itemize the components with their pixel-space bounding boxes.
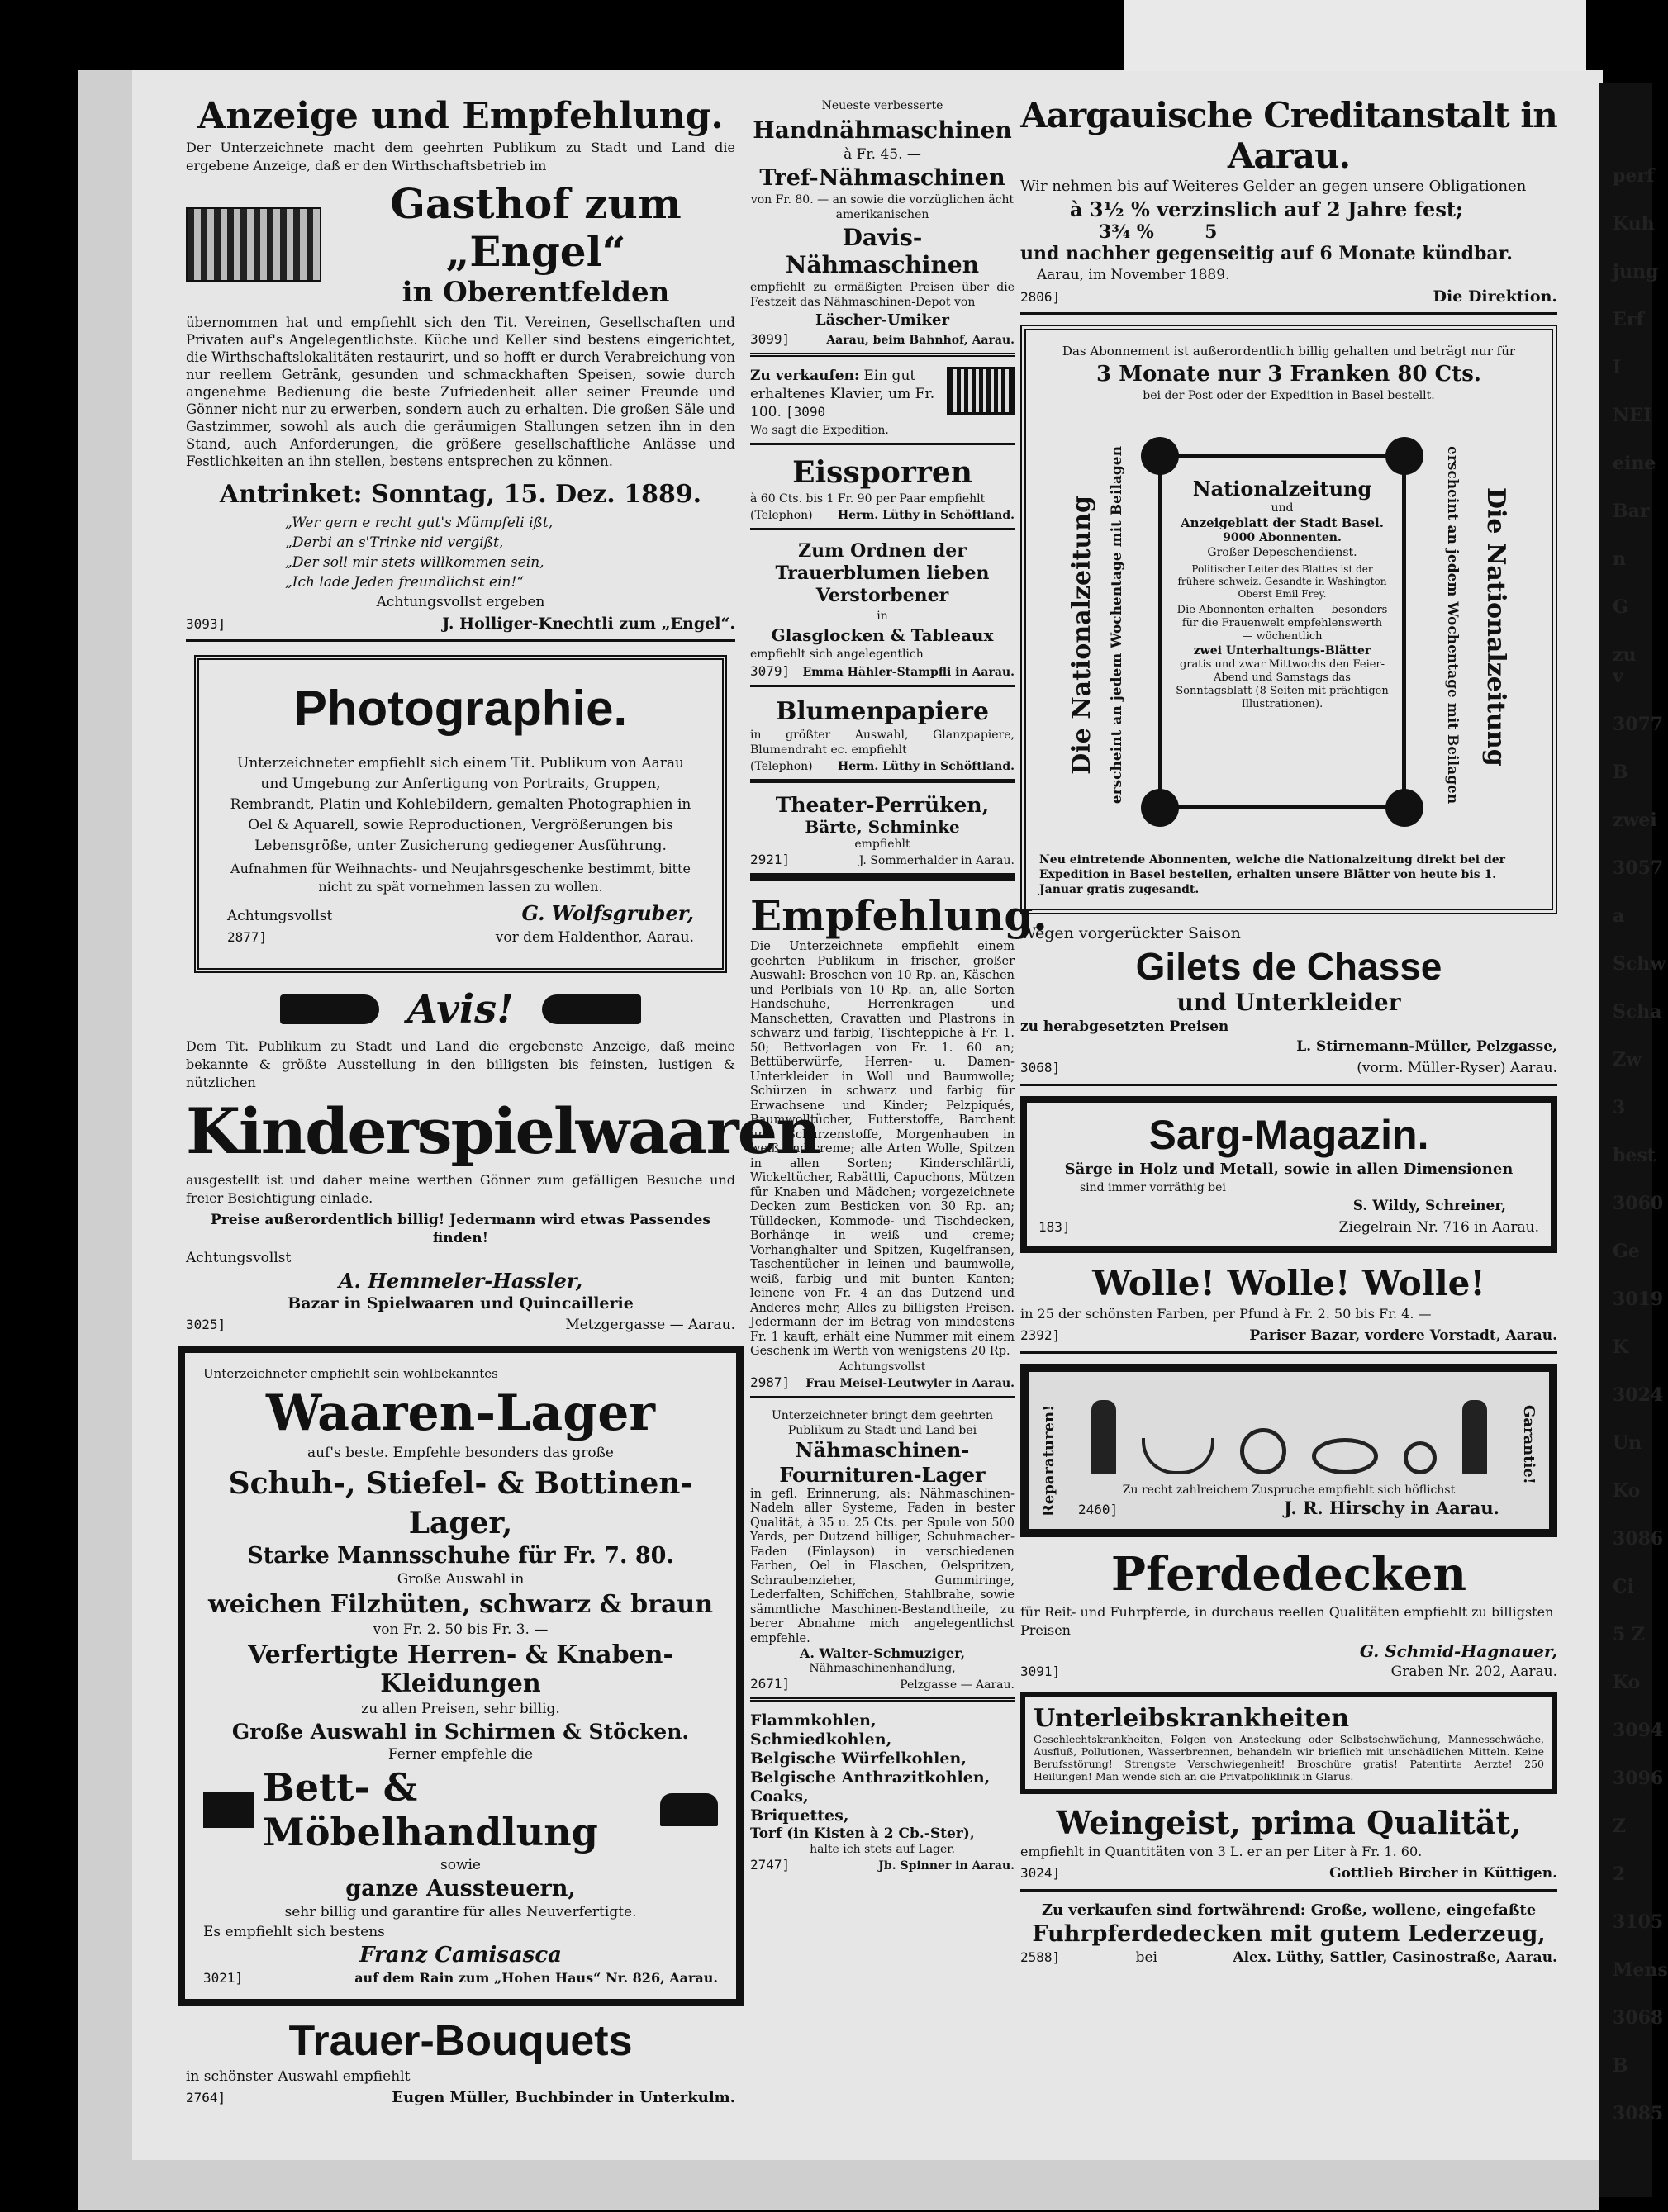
text-line: Großer Depeschendienst. (1207, 546, 1357, 559)
cropped-text: Mens (1613, 1959, 1668, 1981)
ad-body: Unterzeichneter empfiehlt sich einem Tit. Publikum von Aarau und Umgebung zur Anfertigung von Portraits, Gruppen, Rembrandt, Platin und Kohlebildern, gemalten Photographien in Oel & Aquarell, sowie Reproductionen, Vergrößerungen bis Lebensgröße, unter Zusicherung gediegener Ausführung. (230, 755, 691, 854)
coal-line: Belgische Würfelkohlen, (750, 1749, 967, 1768)
signature: Herm. Lüthy in Schöftland. (838, 509, 1015, 522)
cropped-text: B (1613, 2055, 1628, 2077)
cropped-text: 3068 (1613, 2007, 1664, 2029)
piano-illustration (947, 367, 1015, 415)
cropped-text: 3060 (1613, 1193, 1664, 1214)
side-label-left: Reparaturen! (1040, 1405, 1057, 1517)
text-line: sehr billig und garantire für alles Neuverfertigte. (284, 1904, 637, 1920)
text-line: Die Abonnenten erhalten — besonders für die Frauenwelt empfehlenswerth — wöchentlich (1176, 604, 1388, 643)
product-line: Glasglocken & Tableaux (771, 625, 994, 645)
signature: Emma Hähler-Stampfli in Aarau. (802, 666, 1015, 679)
necklace-icon (1142, 1438, 1214, 1474)
chair-illustration (203, 1792, 254, 1828)
text-line: empfiehlt (854, 838, 910, 851)
ad-number: 3091] (1020, 1664, 1061, 1679)
ad-number: 2877] (227, 929, 268, 945)
cropped-text: 3094 (1613, 1720, 1664, 1741)
ad-body: à 60 Cts. bis 1 Fr. 90 per Paar empfiehlt (750, 492, 986, 506)
ad-theater (750, 793, 1015, 881)
ad-title: Fuhrpferdedecken mit gutem Lederzeug, (1032, 1921, 1546, 1947)
davis-line: Davis-Nähmaschinen (785, 224, 980, 278)
ad-body-2: ausgestellt ist und daher meine werthen Gönner zum gefälligen Besuche und freier Besichtigung einlade. (186, 1172, 735, 1206)
ad-number: 3079] (750, 663, 791, 679)
ad-body: für Reit- und Fuhrpferde, in durchaus reellen Qualitäten empfiehlt zu billigsten Preisen (1020, 1604, 1554, 1638)
ad-fuhrpferdedecken (1020, 1901, 1557, 1968)
outfit-line: ganze Aussteuern, (345, 1876, 576, 1901)
hotel-place: in Oberentfelden (402, 276, 670, 309)
ad-body-2: empfiehlt zu ermäßigten Preisen über die Festzeit das Nähmaschinen-Depot von (750, 281, 1015, 309)
hats-price: von Fr. 2. 50 bis Fr. 3. — (373, 1621, 549, 1638)
ad-pferdedecken (1020, 1547, 1557, 1683)
ad-trauer-bouquets (186, 2016, 735, 2109)
side-banner-right: Die Nationalzeitung (1481, 487, 1510, 767)
ad-number: 2588] (1020, 1949, 1061, 1965)
cropped-text: 2 (1613, 1863, 1626, 1885)
ad-trauerblumen (750, 540, 1015, 687)
ad-avis (186, 986, 820, 1336)
ad-title: Zum Ordnen der Trauerblumen lieben Verstorbener (775, 540, 990, 606)
cropped-text: NEI (1613, 405, 1652, 426)
cropped-text: 3057 (1613, 857, 1664, 879)
ad-sub: auf's beste. Empfehle besonders das große (307, 1445, 614, 1461)
text-line: Ferner empfehle die (387, 1746, 534, 1763)
cropped-text: Z (1613, 1816, 1627, 1837)
ad-body: in größter Auswahl, Glanzpapiere, Blumendraht ec. empfiehlt (750, 729, 1015, 757)
ad-title: Sarg-Magazin. (1148, 1112, 1429, 1158)
price-offer: 3 Monate nur 3 Franken 80 Cts. (1096, 362, 1481, 387)
ad-number: 3099] (750, 331, 791, 347)
verse-line: „Derbi an s'Trinke nid vergißt, (285, 534, 504, 551)
ad-gilets (1020, 924, 1557, 1086)
cropped-text: eine (1613, 453, 1656, 474)
ad-title: Theater-Perrüken, (775, 793, 990, 817)
ad-intro: Zu verkaufen sind fortwährend: Große, wollene, eingefaßte (1041, 1901, 1537, 1919)
cropped-text: Erf (1613, 309, 1644, 330)
greeting: Achtungsvollst (227, 908, 333, 924)
ad-body: in gefl. Erinnerung, als: Nähmaschinen-Nadeln aller Systeme, Faden in bester Qualität, à 35 u. 25 Cts. per Spule von 500 Yards, per Dutzend billiger, Schuhmacher-Faden (Finlayson) in verschiedenen Farben, Oel in Flaschen, Oelspritzen, Schraubenzieher, Gummiringe, Lederfalten, Schiffchen, Stahlbrahe, sowie sämmtliche Maschinen-Bestandtheile, zu berer Abnahme mich angelegentlichst empfehle. (750, 1487, 1015, 1645)
text-line: zu allen Preisen, sehr billig. (361, 1701, 560, 1717)
ad-body: Zu recht zahlreichem Zuspruche empfiehlt sich höflichst (1122, 1483, 1456, 1497)
ad-number: 3093] (186, 616, 226, 632)
bracelet-icon (1312, 1438, 1378, 1474)
ad-number: 2764] (186, 2090, 226, 2105)
greeting: Achtungsvollst (186, 1250, 292, 1266)
ad-wolle (1020, 1263, 1557, 1354)
ad-body-2: Aufnahmen für Weihnachts- und Neujahrsgeschenke bestimmt, bitte nicht zu spät vornehmen lassen zu wollen. (230, 861, 691, 895)
ad-title: Blumenpapiere (776, 697, 989, 726)
ad-intro: Unterzeichneter bringt dem geehrten Publikum zu Stadt und Land bei (771, 1408, 994, 1437)
cropped-text: perf (1613, 165, 1655, 187)
bed-furniture-line: Bett- & Möbelhandlung (262, 1765, 598, 1854)
signature: L. Stirnemann-Müller, Pelzgasse, (1296, 1038, 1557, 1055)
ad-body: in 25 der schönsten Farben, per Pfund à Fr. 2. 50 bis Fr. 4. — (1020, 1306, 1432, 1322)
coal-line: Coaks, (750, 1787, 809, 1806)
text-line: in (877, 610, 888, 623)
paper-name: Nationalzeitung (1192, 477, 1372, 501)
ad-number: 2921] (750, 852, 791, 867)
cropped-text: K (1613, 1336, 1629, 1358)
ad-number: 183] (1038, 1219, 1071, 1235)
ad-title: Zu verkaufen: (750, 368, 860, 384)
sofa-illustration (660, 1793, 718, 1826)
shop-name: Bazar in Spielwaaren und Quincaillerie (288, 1294, 634, 1312)
signature: A. Walter-Schmuziger, (799, 1645, 966, 1661)
ad-body: empfiehlt in Quantitäten von 3 L. er an per Liter à Fr. 1. 60. (1020, 1844, 1423, 1859)
signature: Alex. Lüthy, Sattler, Casinostraße, Aarau. (1233, 1949, 1557, 1966)
signature: Frau Meisel-Leutwyler in Aarau. (805, 1376, 1015, 1390)
corner-ornament (1141, 789, 1179, 827)
address: Pelzgasse — Aarau. (900, 1678, 1015, 1692)
address: Graben Nr. 202, Aarau. (1390, 1664, 1557, 1680)
jewellery-illustration (1078, 1384, 1499, 1474)
supplement-line: zwei Unterhaltungs-Blätter (1193, 644, 1371, 657)
column-4-cropped (1613, 165, 1668, 2151)
verse (186, 514, 735, 591)
ad-hirschy (1020, 1364, 1557, 1537)
telephone-note: (Telephon) (750, 509, 813, 522)
ad-unterleib (1020, 1692, 1557, 1794)
side-banner-left: Die Nationalzeitung (1067, 496, 1096, 775)
shop-name: Nähmaschinenhandlung, (809, 1662, 956, 1675)
signature: S. Wildy, Schreiner, (1352, 1198, 1506, 1214)
nz-frame (1158, 454, 1406, 809)
ad-title: Empfehlung. (750, 891, 1048, 940)
shoes-line: Schuh-, Stiefel- & Bottinen-Lager, (228, 1466, 693, 1540)
ad-title: Wolle! Wolle! Wolle! (1092, 1263, 1485, 1303)
cropped-text: Zw (1613, 1049, 1642, 1070)
ad-intro: Unterzeichneter empfiehlt sein wohlbekanntes (203, 1366, 498, 1381)
ad-title: Photographie. (293, 681, 628, 736)
ad-title: Gilets de Chasse (1135, 945, 1442, 988)
verse-line: „Der soll mir stets willkommen sein, (285, 554, 544, 571)
ad-title: Waaren-Lager (265, 1384, 656, 1442)
cropped-text: Ko (1613, 1672, 1641, 1693)
text-line: sind immer vorräthig bei (1080, 1181, 1226, 1194)
ad-blumenpapiere (750, 697, 1015, 783)
cropped-text: 3105 (1613, 1911, 1664, 1933)
cropped-text: 3086 (1613, 1528, 1664, 1550)
cropped-text: B (1613, 762, 1628, 783)
cropped-text: 3085 (1613, 2103, 1664, 2124)
signature: J. Sommerhalder in Aarau. (858, 854, 1015, 867)
cropped-text: zu v (1613, 644, 1637, 687)
signature: J. R. Hirschy in Aarau. (1284, 1498, 1499, 1518)
ad-sub: Bärte, Schminke (805, 817, 960, 837)
rate-line: à 3½ % verzinslich auf 2 Jahre fest; (1070, 197, 1463, 221)
ad-body: übernommen hat und empfiehlt sich den Tit. Vereinen, Gesellschaften und Privaten auf's Angelegentlichste. Küche und Keller sind bestens eingerichtet, die Wirthschaftslokalitäten restaurirt, und so hofft er durch Verabreichung von nur reellem Getränk, gesunden und schmackhaften Speisen, sowie durch angenehme Bedienung die beste Zufriedenheit aller seiner Freunde und Gönner nicht nur zu erwerben, sondern auch zu erhalten. Die großen Säle und Gastzimmer, sowohl als auch die geräumigen Stallungen setzen ihn in den Stand, auch Anforderungen, die größere gesellschaftliche Anlässe und Festlichkeiten an ihn stellen, bestens entsprechen zu können. (186, 315, 735, 469)
text-line: sowie (440, 1857, 481, 1873)
address: vor dem Haldenthor, Aarau. (495, 929, 694, 946)
signature: J. Holliger-Knechtli zum „Engel“. (442, 615, 735, 633)
coal-line: Schmiedkohlen, (750, 1730, 892, 1749)
greeting: Achtungsvollst ergeben (376, 594, 545, 610)
ad-body: in schönster Auswahl empfiehlt (186, 2068, 411, 2085)
ad-number: [3090 (785, 404, 826, 420)
verse-line: „Ich lade Jeden freundlichst ein!“ (285, 574, 525, 591)
ad-sub: bei der Post oder der Expedition in Basel bestellt. (1143, 389, 1435, 402)
column-3 (1020, 95, 1557, 1978)
pointing-hand-icon (542, 994, 641, 1024)
ad-weingeist (1020, 1804, 1557, 1892)
ad-number: 2671] (750, 1676, 791, 1692)
cropped-text: 3096 (1613, 1768, 1664, 1789)
signature: Gottlieb Bircher in Küttigen. (1329, 1865, 1557, 1882)
telephone-note: (Telephon) (750, 760, 813, 773)
ad-title: Anzeige und Empfehlung. (197, 95, 724, 137)
signature: Franz Camisasca (359, 1943, 562, 1968)
corner-ornament (1385, 437, 1423, 475)
cropped-text: Bar (1613, 501, 1650, 522)
cropped-text: Kuh (1613, 213, 1655, 235)
ad-body: empfiehlt sich angelegentlich (750, 648, 924, 661)
cropped-text: best (1613, 1145, 1656, 1166)
rate-line: und nachher gegenseitig auf 6 Monate kündbar. (1020, 243, 1513, 264)
ad-intro: Neueste verbesserte (821, 99, 943, 112)
cropped-text: Ge (1613, 1241, 1640, 1262)
ad-naehmaschinen (750, 97, 1015, 357)
ad-eissporren (750, 455, 1015, 530)
ad-number: 2392] (1020, 1327, 1061, 1343)
ad-body: zu herabgesetzten Preisen (1020, 1018, 1229, 1035)
ad-title: Eissporren (792, 455, 972, 490)
ad-number: 2460] (1078, 1502, 1119, 1517)
price-line: à Fr. 45. — (844, 146, 921, 163)
corner-ornament (1141, 437, 1179, 475)
ad-number: 2747] (750, 1857, 791, 1873)
signature: Die Direktion. (1433, 287, 1557, 306)
signature: Herm. Lüthy in Schöftland. (838, 760, 1015, 773)
coal-line: Belgische Anthrazitkohlen, (750, 1768, 991, 1787)
umbrella-line: Große Auswahl in Schirmen & Stöcken. (231, 1720, 690, 1744)
cropped-text: jung (1613, 261, 1659, 282)
tref-line: Tref-Nähmaschinen (759, 165, 1005, 191)
ad-body: von Fr. 80. — an sowie die vorzüglichen ächt amerikanischen (750, 193, 1015, 221)
ad-number: 2806] (1020, 289, 1061, 305)
address: Metzgergasse — Aarau. (565, 1317, 735, 1333)
signature: Eugen Müller, Buchbinder in Unterkulm. (392, 2089, 735, 2106)
ad-body: Geschlechtskrankheiten, Folgen von Ansteckung oder Selbstschwächung, Mannesschwäche, Ausfluß, Pollutionen, Wasserbrennen, behandeln wir brieflich mit unschädlichen Mitteln. Keine Berufsstörung! Strengste Verschwiegenheit! Broschüre gratis! Patentirte Aerzte! 250 Heilungen! Man wende sich an die Privatpoliklinik in Glarus. (1034, 1733, 1544, 1782)
clothes-line: Verfertigte Herren- & Knaben-Kleidungen (248, 1640, 673, 1698)
ad-intro: Wegen vorgerückter Saison (1020, 924, 1241, 942)
rate-line: 3¾ % 5 (1099, 221, 1218, 243)
cropped-text: 3019 (1613, 1289, 1664, 1310)
ad-body: Die Unterzeichnete empfiehlt einem geehrten Publikum in frischer, großer Auswahl: Broschen von 10 Rp. an, Käschen und Perlbials von 10 Rp. an, alle Sorten Handschuhe, Herrenkragen und Manschetten, Cravatten und Plastrons in schwarz und farbig, Tischteppiche à Fr. 1. 50; Bettvorlagen von Fr. 1. 60 an; Bettüberwürfe, Herren- u. Damen-Unterkleider in Woll und Baumwolle; Schürzen in schwarz und farbig für Erwachsene und Kinder; Pelzpiqués, Baumwolltücher, Futterstoffe, Barchent und Schürzenstoffe, Morgenhauben in weiß und creme; alle Arten Wolle, Spitzen in allen Sorten; Kinderschlärtli, Wickeltücher, Rabättli, Capuchons, Mützen für Knaben und Mädchen; vorgezeichnete Decken zum Besticken von 30 Rp. an; Tülldecken, Kommode- und Tischdecken, Borhänge in weiß und creme; Vorhanghalter und Spitzen, Kugelfransen, Taschentücher in leinen und baumwolle, weiß, farbig und mit bunten Kanten; leinene von Fr. 4 an das Dutzend und Anderes mehr, Alles zu billigsten Preisen. Jedermann der im Betrag von mindestens Fr. 1 kauft, erhält eine Nummer mit einem Geschenk im Werth von wenigstens 20 Rp. (750, 940, 1015, 1358)
ad-fournituren (750, 1408, 1015, 1702)
pointing-hand-icon (280, 994, 379, 1024)
ad-sarg-magazin (1020, 1096, 1557, 1253)
signature: Pariser Bazar, vordere Vorstadt, Aarau. (1249, 1327, 1557, 1344)
event-line: Antrinket: Sonntag, 15. Dez. 1889. (219, 480, 702, 509)
watch-icon (1240, 1428, 1286, 1474)
ad-title: Weingeist, prima Qualität, (1056, 1804, 1522, 1841)
address: auf dem Rain zum „Hohen Haus“ Nr. 826, Aarau. (354, 1970, 718, 1986)
clock-icon (1091, 1400, 1116, 1474)
hotel-illustration (186, 207, 321, 282)
product-name: Kinderspielwaaren (186, 1094, 820, 1168)
cropped-text-list (1613, 165, 1668, 2124)
ad-intro: Das Abonnement ist außerordentlich billig gehalten und beträgt nur für (1062, 344, 1516, 358)
cropped-text: Un (1613, 1432, 1642, 1454)
cropped-text: G (1613, 596, 1628, 618)
cropped-text: 5 Z (1613, 1624, 1646, 1645)
text-line: und (1271, 501, 1294, 515)
next-page-edge (1124, 0, 1586, 71)
signature: G. Schmid-Hagnauer, (1359, 1641, 1557, 1661)
address: Ziegelrain Nr. 716 in Aarau. (1338, 1219, 1539, 1236)
text-line: Es empfiehlt sich bestens (203, 1924, 385, 1940)
text-line: Politischer Leiter des Blattes ist der frühere schweiz. Gesandte in Washington Oberst Emil Frey. (1177, 563, 1387, 600)
ad-number: 3021] (203, 1970, 244, 1986)
text-line: halte ich stets auf Lager. (810, 1843, 955, 1856)
ad-klavier (750, 367, 1015, 445)
date-line: Aarau, im November 1889. (1037, 267, 1230, 283)
cropped-text: a (1613, 905, 1625, 927)
ad-title: Trauer-Bouquets (288, 2017, 633, 2065)
cropped-text: Scha (1613, 1001, 1662, 1023)
ad-title: Avis! (406, 986, 515, 1032)
ad-title: Handnähmaschinen (753, 116, 1012, 144)
clock-icon (1462, 1400, 1487, 1474)
cropped-text: Ci (1613, 1576, 1634, 1597)
ad-footer: Wo sagt die Expedition. (750, 424, 889, 437)
subscriber-count: 9000 Abonnenten. (1223, 531, 1342, 544)
ad-waaren-lager (178, 1346, 744, 2006)
cropped-text: n (1613, 548, 1626, 570)
cropped-text: Ko (1613, 1480, 1641, 1502)
ad-title: Aargauische Creditanstalt in Aarau. (1020, 95, 1557, 176)
greeting: Achtungsvollst (839, 1360, 926, 1374)
side-banner-left-2: erscheint an jedem Wochentage mit Beilagen (1109, 446, 1125, 805)
address: (vorm. Müller-Ryser) Aarau. (1357, 1060, 1557, 1076)
ad-title: Pferdedecken (1110, 1547, 1467, 1602)
mens-shoes-line: Starke Mannsschuhe für Fr. 7. 80. (247, 1543, 674, 1569)
ad-kohlen (750, 1711, 1015, 1873)
ring-icon (1404, 1441, 1437, 1474)
ad-body: Wir nehmen bis auf Weiteres Gelder an gegen unsere Obligationen (1020, 178, 1527, 195)
paper-sub: Anzeigeblatt der Stadt Basel. (1181, 515, 1384, 530)
ad-footer: Neu eintretende Abonnenten, welche die Nationalzeitung direkt bei der Expedition in Basel bestellen, erhalten unsere Blätter von heute bis 1. Januar gratis zugesandt. (1039, 853, 1506, 896)
ad-body: Särge in Holz und Metall, sowie in allen Dimensionen (1064, 1161, 1514, 1178)
cropped-text: 3077 (1613, 714, 1664, 735)
address: Aarau, beim Bahnhof, Aarau. (826, 334, 1015, 347)
ad-sub: und Unterkleider (1176, 989, 1401, 1016)
text-line: Große Auswahl in (397, 1571, 525, 1588)
ad-number: 2987] (750, 1374, 791, 1390)
signature: A. Hemmeler-Hassler, (338, 1269, 583, 1293)
ad-title: Unterleibskrankheiten (1034, 1704, 1350, 1733)
ad-title: Nähmaschinen-Fournituren-Lager (779, 1437, 986, 1487)
side-label-right: Garantie! (1520, 1405, 1537, 1484)
cropped-text: 3024 (1613, 1384, 1664, 1406)
ad-creditanstalt (1020, 95, 1557, 315)
cropped-text: 3 (1613, 1097, 1626, 1118)
ad-intro: Der Unterzeichnete macht dem geehrten Publikum zu Stadt und Land die ergebene Anzeige, daß er den Wirthschaftsbetrieb im (186, 140, 735, 173)
ad-nationalzeitung (1020, 325, 1557, 914)
corner-ornament (1385, 789, 1423, 827)
ad-body: Ein gut erhaltenes Klavier, um Fr. 100. (750, 368, 935, 420)
text-line: bei (1135, 1949, 1157, 1966)
cropped-text: I (1613, 357, 1622, 378)
coal-line: Briquettes, (750, 1806, 849, 1825)
firm-name: Läscher-Umiker (815, 311, 949, 329)
signature: G. Wolfsgruber, (521, 901, 694, 925)
ad-number: 3024] (1020, 1865, 1061, 1881)
cropped-text: zwei (1613, 809, 1657, 831)
ad-body: Dem Tit. Publikum zu Stadt und Land die ergebenste Anzeige, daß meine bekannte & größte Ausstellung in den billigsten bis feinsten, lustigen & nützlichen (186, 1038, 735, 1090)
side-banner-right-2: erscheint an jedem Wochentage mit Beilagen (1444, 446, 1461, 805)
signature: Jb. Spinner in Aarau. (878, 1859, 1015, 1873)
coal-line: Flammkohlen, (750, 1711, 877, 1730)
hats-line: weichen Filzhüten, schwarz & braun (207, 1590, 713, 1619)
peat-line: Torf (in Kisten à 2 Cb.-Ster), (750, 1825, 975, 1842)
ad-photographie (194, 655, 727, 973)
prices-line: Preise außerordentlich billig! Jedermann wird etwas Passendes finden! (211, 1212, 710, 1246)
cropped-text: Schw (1613, 953, 1666, 975)
hotel-name: Gasthof zum „Engel“ (390, 179, 682, 276)
verse-line: „Wer gern e recht gut's Mümpfeli ißt, (285, 515, 554, 531)
ad-number: 3068] (1020, 1060, 1061, 1075)
ad-number: 3025] (186, 1317, 226, 1332)
text-line: gratis und zwar Mittwochs den Feier-Abend und Samstags das Sonntagsblatt (8 Seiten mit prächtigen Illustrationen). (1176, 658, 1389, 710)
ad-engel (186, 95, 735, 642)
